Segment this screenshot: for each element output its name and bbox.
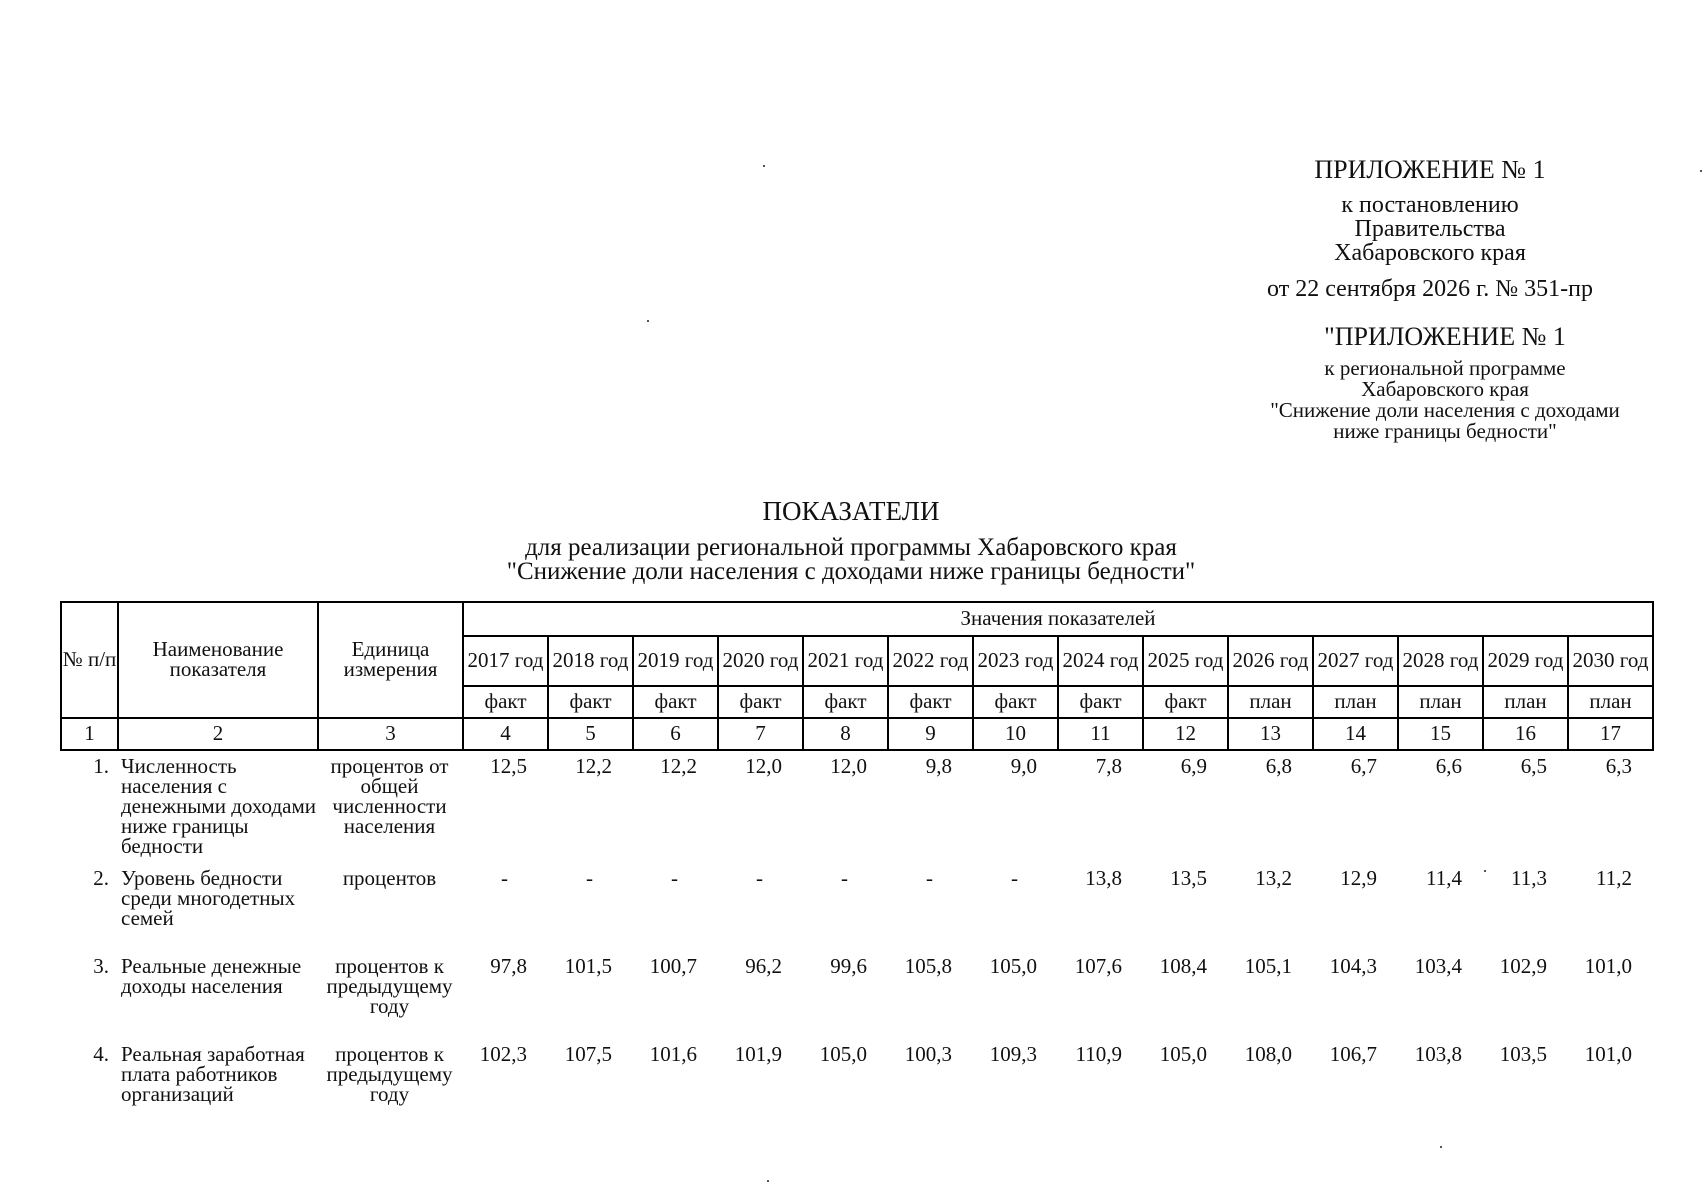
value-type-header: факт bbox=[548, 686, 633, 718]
indicator-value: 6,6 bbox=[1435, 754, 1462, 778]
indicator-value: 110,9 bbox=[1075, 1042, 1122, 1066]
header-unit: Единица измерения bbox=[318, 602, 463, 718]
column-number: 7 bbox=[718, 718, 803, 750]
year-header: 2026 год bbox=[1228, 636, 1313, 686]
column-number: 11 bbox=[1058, 718, 1143, 750]
indicator-value: 105,8 bbox=[904, 954, 952, 978]
indicator-value: 104,3 bbox=[1329, 954, 1377, 978]
year-header: 2025 год bbox=[1143, 636, 1228, 686]
column-number: 1 bbox=[61, 718, 118, 750]
year-header: 2019 год bbox=[633, 636, 718, 686]
indicator-unit: процентов к предыдущему году bbox=[326, 954, 453, 1018]
indicator-value: - bbox=[501, 866, 508, 890]
appendix-line: к региональной программе bbox=[1324, 356, 1566, 380]
year-header: 2021 год bbox=[803, 636, 888, 686]
indicator-value: 9,8 bbox=[925, 754, 952, 778]
value-type-header: план bbox=[1228, 686, 1313, 718]
indicator-value: 105,0 bbox=[819, 1042, 867, 1066]
indicator-value: 105,1 bbox=[1244, 954, 1292, 978]
value-type-header: факт bbox=[718, 686, 803, 718]
indicator-value: 6,5 bbox=[1520, 754, 1547, 778]
document-title: ПОКАЗАТЕЛИ bbox=[762, 496, 940, 526]
header-name: Наименование показателя bbox=[118, 602, 318, 718]
indicator-value: 6,3 bbox=[1605, 754, 1632, 778]
column-number: 3 bbox=[318, 718, 463, 750]
value-type-header: план bbox=[1568, 686, 1653, 718]
indicator-name: Реальная заработная плата работников организаций bbox=[121, 1042, 305, 1106]
indicator-value: 7,8 bbox=[1095, 754, 1122, 778]
indicators-table-body bbox=[60, 754, 1652, 1125]
scan-speck bbox=[1440, 1146, 1442, 1148]
appendix-title: ПРИЛОЖЕНИЕ № 1 bbox=[1314, 155, 1546, 184]
indicator-value: 101,5 bbox=[564, 954, 612, 978]
appendix-line: Хабаровского края bbox=[1361, 377, 1529, 401]
value-type-header: факт bbox=[973, 686, 1058, 718]
table-row bbox=[60, 957, 1652, 1045]
indicator-value: 96,2 bbox=[745, 954, 782, 978]
indicator-name: Численность населения с денежными доходами ниже границы бедности bbox=[121, 754, 316, 858]
column-number: 10 bbox=[973, 718, 1058, 750]
appendix-line: "Снижение доли населения с доходами bbox=[1270, 398, 1620, 422]
indicator-value: 6,7 bbox=[1350, 754, 1377, 778]
indicator-value: 103,8 bbox=[1414, 1042, 1462, 1066]
column-number: 16 bbox=[1483, 718, 1568, 750]
year-header: 2020 год bbox=[718, 636, 803, 686]
value-type-header: факт bbox=[633, 686, 718, 718]
indicator-value: 13,2 bbox=[1255, 866, 1292, 890]
appendix-decree-block bbox=[1230, 157, 1630, 301]
indicator-value: 108,4 bbox=[1159, 954, 1207, 978]
column-number: 2 bbox=[118, 718, 318, 750]
indicator-value: 102,9 bbox=[1499, 954, 1547, 978]
value-type-header: факт bbox=[888, 686, 973, 718]
column-number: 8 bbox=[803, 718, 888, 750]
indicator-value: 101,0 bbox=[1584, 1042, 1632, 1066]
indicator-value: 13,5 bbox=[1170, 866, 1207, 890]
subtitle-line: "Снижение доли населения с доходами ниже границы бедности" bbox=[506, 557, 1196, 585]
indicator-value: 12,9 bbox=[1340, 866, 1377, 890]
indicator-value: 106,7 bbox=[1329, 1042, 1377, 1066]
row-number: 1. bbox=[93, 754, 109, 778]
indicator-name: Уровень бедности среди многодетных семей bbox=[121, 866, 296, 930]
column-number: 4 bbox=[463, 718, 548, 750]
column-number: 13 bbox=[1228, 718, 1313, 750]
indicator-value: 12,2 bbox=[575, 754, 612, 778]
value-type-header: факт bbox=[1143, 686, 1228, 718]
year-header: 2028 год bbox=[1398, 636, 1483, 686]
column-number: 15 bbox=[1398, 718, 1483, 750]
row-number: 4. bbox=[93, 1042, 109, 1066]
indicators-table-header bbox=[60, 601, 1654, 751]
indicator-value: 102,3 bbox=[479, 1042, 527, 1066]
indicator-value: 107,5 bbox=[564, 1042, 612, 1066]
column-number: 12 bbox=[1143, 718, 1228, 750]
indicator-value: 101,6 bbox=[649, 1042, 697, 1066]
value-type-header: план bbox=[1483, 686, 1568, 718]
indicator-value: - bbox=[671, 866, 678, 890]
appendix-date: от 22 сентября 2026 г. № 351-пр bbox=[1267, 276, 1593, 302]
column-number: 6 bbox=[633, 718, 718, 750]
document-subtitle bbox=[0, 536, 1702, 584]
value-type-header: факт bbox=[1058, 686, 1143, 718]
indicator-value: 6,9 bbox=[1180, 754, 1207, 778]
year-header: 2023 год bbox=[973, 636, 1058, 686]
indicator-value: 11,2 bbox=[1596, 866, 1632, 890]
indicator-value: 103,5 bbox=[1499, 1042, 1547, 1066]
value-type-header: факт bbox=[803, 686, 888, 718]
indicator-unit: процентов к предыдущему году bbox=[326, 1042, 453, 1106]
column-number: 9 bbox=[888, 718, 973, 750]
appendix-line: ниже границы бедности" bbox=[1333, 419, 1557, 443]
header-values-group: Значения показателей bbox=[463, 602, 1653, 636]
scan-speck bbox=[763, 165, 765, 167]
indicator-value: - bbox=[586, 866, 593, 890]
indicator-value: 12,2 bbox=[660, 754, 697, 778]
table-row bbox=[60, 869, 1652, 957]
value-type-header: факт bbox=[463, 686, 548, 718]
year-header: 2022 год bbox=[888, 636, 973, 686]
indicator-value: 101,9 bbox=[734, 1042, 782, 1066]
table-row bbox=[60, 1045, 1652, 1125]
indicator-value: 100,3 bbox=[904, 1042, 952, 1066]
indicator-value: 13,8 bbox=[1085, 866, 1122, 890]
value-type-header: план bbox=[1398, 686, 1483, 718]
table-row bbox=[60, 757, 1652, 869]
indicator-value: 12,0 bbox=[745, 754, 782, 778]
indicator-value: 99,6 bbox=[830, 954, 867, 978]
appendix-line: Хабаровского края bbox=[1334, 240, 1526, 266]
indicator-value: 12,5 bbox=[490, 754, 527, 778]
indicator-value: 100,7 bbox=[649, 954, 697, 978]
indicator-value: 101,0 bbox=[1584, 954, 1632, 978]
year-header: 2029 год bbox=[1483, 636, 1568, 686]
scan-speck bbox=[767, 1180, 769, 1182]
indicator-value: 6,8 bbox=[1265, 754, 1292, 778]
indicator-unit: процентов от общей численности населения bbox=[330, 754, 449, 838]
value-type-header: план bbox=[1313, 686, 1398, 718]
indicator-name: Реальные денежные доходы населения bbox=[121, 954, 302, 998]
indicator-unit: процентов bbox=[342, 866, 437, 890]
appendix-program-block bbox=[1220, 324, 1670, 442]
row-number: 2. bbox=[93, 866, 109, 890]
column-number: 5 bbox=[548, 718, 633, 750]
year-header: 2018 год bbox=[548, 636, 633, 686]
year-header: 2017 год bbox=[463, 636, 548, 686]
indicator-value: 108,0 bbox=[1244, 1042, 1292, 1066]
scan-speck bbox=[647, 320, 649, 322]
indicator-value: 97,8 bbox=[490, 954, 527, 978]
appendix-line: Правительства bbox=[1354, 216, 1506, 242]
row-number: 3. bbox=[93, 954, 109, 978]
column-number: 17 bbox=[1568, 718, 1653, 750]
header-no: № п/п bbox=[61, 602, 118, 718]
indicator-value: 103,4 bbox=[1414, 954, 1462, 978]
indicator-value: - bbox=[841, 866, 848, 890]
year-header: 2027 год bbox=[1313, 636, 1398, 686]
column-numbers-row bbox=[61, 718, 1653, 750]
indicator-value: 105,0 bbox=[1159, 1042, 1207, 1066]
indicator-value: 12,0 bbox=[830, 754, 867, 778]
indicator-value: 105,0 bbox=[989, 954, 1037, 978]
indicator-value: - bbox=[756, 866, 763, 890]
indicator-value: 9,0 bbox=[1010, 754, 1037, 778]
indicator-value: - bbox=[926, 866, 933, 890]
indicator-value: - bbox=[1011, 866, 1018, 890]
indicator-value: 109,3 bbox=[989, 1042, 1037, 1066]
indicator-value: 11,3 bbox=[1511, 866, 1547, 890]
year-header: 2030 год bbox=[1568, 636, 1653, 686]
indicator-value: 107,6 bbox=[1074, 954, 1122, 978]
column-number: 14 bbox=[1313, 718, 1398, 750]
year-header: 2024 год bbox=[1058, 636, 1143, 686]
subtitle-line: для реализации региональной программы Хабаровского края bbox=[525, 534, 1177, 561]
indicator-value: 11,4 bbox=[1426, 866, 1462, 890]
appendix-title: "ПРИЛОЖЕНИЕ № 1 bbox=[1324, 322, 1566, 351]
appendix-line: к постановлению bbox=[1341, 192, 1519, 218]
